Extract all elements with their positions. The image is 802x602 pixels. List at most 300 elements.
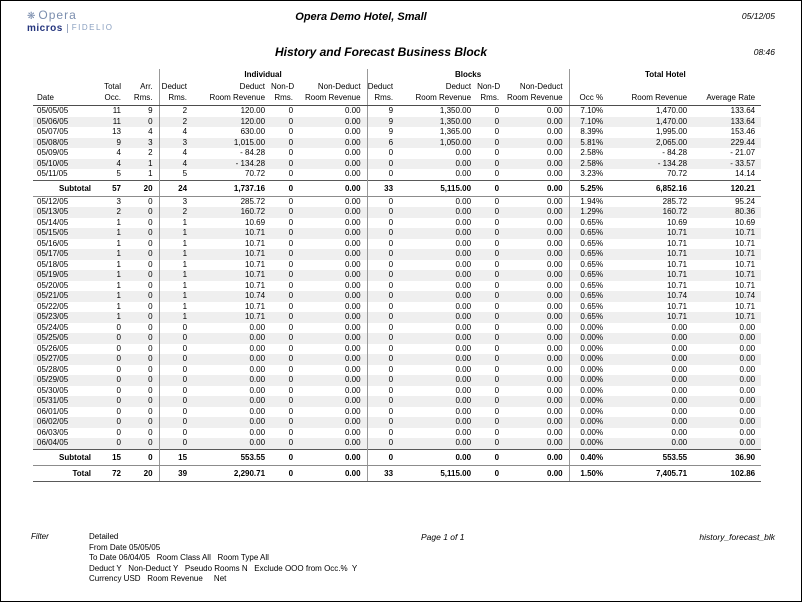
column-header: Non-Deduct xyxy=(519,82,563,91)
row-label-cell: 05/28/05 xyxy=(37,364,69,374)
value-cell: 14.14 xyxy=(735,169,756,178)
value-cell: 0 xyxy=(288,301,294,311)
value-cell: 0.00 xyxy=(505,249,569,260)
value-cell: 5.81% xyxy=(569,138,609,149)
value-cell: 0 xyxy=(159,386,193,397)
value-cell: 0.00 xyxy=(547,301,563,311)
table-row xyxy=(33,333,761,344)
row-label-cell: 06/03/05 xyxy=(37,427,69,437)
value-cell: 0.00 xyxy=(609,396,693,407)
value-cell: 1 xyxy=(127,159,159,170)
value-cell: 4 xyxy=(148,127,153,136)
value-cell: 0 xyxy=(477,180,505,196)
table-row xyxy=(33,169,761,180)
value-cell: - 134.28 xyxy=(193,159,271,170)
value-cell: 0 xyxy=(148,259,153,269)
micros-wordmark: micros xyxy=(27,23,63,35)
row-label-cell: 06/02/05 xyxy=(33,417,93,428)
group-header-spacer xyxy=(33,69,159,81)
table-row xyxy=(33,127,761,138)
value-cell: 0.40% xyxy=(569,449,609,465)
value-cell: 0 xyxy=(127,312,159,323)
value-cell: 0 xyxy=(159,375,193,386)
value-cell: 0 xyxy=(288,427,294,437)
value-cell: 1 xyxy=(93,228,127,239)
value-cell: - 33.57 xyxy=(693,159,761,170)
value-cell: 153.46 xyxy=(730,127,756,136)
value-cell: 13 xyxy=(112,127,121,136)
value-cell: 0.65% xyxy=(569,312,609,323)
value-cell: 3.23% xyxy=(569,169,609,180)
value-cell: 5,115.00 xyxy=(399,465,477,481)
value-cell: 0.00 xyxy=(455,148,472,157)
column-header: Rms. xyxy=(477,92,505,106)
value-cell: 630.00 xyxy=(240,127,266,136)
value-cell: 0 xyxy=(159,438,193,449)
table-group-header-row xyxy=(33,69,761,81)
table-row xyxy=(33,218,761,229)
column-header: Deduct xyxy=(367,81,399,92)
column-header xyxy=(569,81,609,92)
value-cell: 0 xyxy=(477,417,505,428)
value-cell: 0.00 xyxy=(399,312,477,323)
value-cell: 10.71 xyxy=(609,312,693,323)
value-cell: 0 xyxy=(494,322,500,332)
value-cell: 2.58% xyxy=(569,159,609,170)
value-cell: 0.00 xyxy=(299,117,367,128)
table-row xyxy=(33,148,761,159)
value-cell: 0.00 xyxy=(547,364,563,374)
value-cell: - 21.07 xyxy=(730,148,756,157)
row-label-cell: 05/30/05 xyxy=(37,385,69,395)
value-cell: 0 xyxy=(271,159,299,170)
value-cell: 0.65% xyxy=(569,239,609,250)
subtotal-row xyxy=(33,180,761,196)
column-header xyxy=(33,81,93,92)
value-cell: 0 xyxy=(288,280,294,290)
report-table-wrap xyxy=(33,69,761,482)
report-date: 05/12/05 xyxy=(741,11,775,21)
value-cell: 0.00 xyxy=(671,364,688,374)
column-header: Room Revenue xyxy=(609,92,693,106)
value-cell: 0 xyxy=(494,127,500,136)
value-cell: 0 xyxy=(271,138,299,149)
row-label-cell: 05/29/05 xyxy=(33,375,93,386)
value-cell: 0.00 xyxy=(299,396,367,407)
hotel-name: Opera Demo Hotel, Small xyxy=(295,11,427,23)
value-cell: 0.00 xyxy=(399,438,477,449)
value-cell: 0 xyxy=(159,365,193,376)
value-cell: 5 xyxy=(159,169,193,180)
row-label-cell: 05/31/05 xyxy=(33,396,93,407)
value-cell: 0.00 xyxy=(505,417,569,428)
value-cell: 10.71 xyxy=(735,280,756,290)
value-cell: 0.00 xyxy=(505,465,569,481)
value-cell: 36.90 xyxy=(693,449,761,465)
value-cell: 10.71 xyxy=(735,301,756,311)
value-cell: 0.00 xyxy=(455,301,472,311)
value-cell: 0 xyxy=(367,159,399,170)
value-cell: 0 xyxy=(494,406,500,416)
value-cell: 11 xyxy=(93,117,127,128)
value-cell: 0.00 xyxy=(399,449,477,465)
value-cell: 1,350.00 xyxy=(439,106,472,115)
value-cell: 10.69 xyxy=(245,217,266,227)
value-cell: 33 xyxy=(367,465,399,481)
value-cell: 0 xyxy=(93,438,127,449)
value-cell: 0.00 xyxy=(193,396,271,407)
value-cell: 15 xyxy=(93,449,127,465)
value-cell: 0 xyxy=(288,322,294,332)
value-cell: 0 xyxy=(127,228,159,239)
value-cell: 0 xyxy=(127,291,159,302)
filter-line: Detailed xyxy=(89,532,119,541)
value-cell: 0 xyxy=(159,407,193,418)
micros-fidelio-row xyxy=(27,23,113,34)
value-cell: 0.00 xyxy=(547,280,563,290)
value-cell: 7,405.71 xyxy=(609,465,693,481)
value-cell: 0 xyxy=(477,270,505,281)
value-cell: 0.00 xyxy=(455,280,472,290)
value-cell: 1,050.00 xyxy=(399,138,477,149)
value-cell: 0.00 xyxy=(609,438,693,449)
value-cell: 3 xyxy=(159,138,193,149)
value-cell: 0.00 xyxy=(399,396,477,407)
value-cell: 0.00 xyxy=(249,427,266,437)
value-cell: 0.00 xyxy=(299,228,367,239)
table-row xyxy=(33,323,761,334)
row-label-cell: 05/06/05 xyxy=(33,117,93,128)
table-row xyxy=(33,270,761,281)
value-cell: 0.00 xyxy=(249,406,266,416)
value-cell: 0 xyxy=(93,417,127,428)
value-cell: 0.00 xyxy=(455,406,472,416)
value-cell: 0.00 xyxy=(547,127,563,136)
value-cell: 0 xyxy=(367,323,399,334)
value-cell: 0 xyxy=(148,385,153,395)
value-cell: 0.00 xyxy=(399,270,477,281)
value-cell: 0 xyxy=(271,207,299,218)
value-cell: 0.00% xyxy=(569,438,609,449)
table-row xyxy=(33,386,761,397)
value-cell: 10.71 xyxy=(609,249,693,260)
value-cell: 0 xyxy=(367,375,399,386)
value-cell: 0 xyxy=(271,438,299,449)
value-cell: 8.39% xyxy=(569,127,609,138)
value-cell: 10.71 xyxy=(667,238,688,248)
value-cell: 0.00 xyxy=(344,322,361,332)
value-cell: 0.00 xyxy=(299,354,367,365)
value-cell: 10.71 xyxy=(735,238,756,248)
value-cell: 0.00 xyxy=(505,449,569,465)
value-cell: 0.00 xyxy=(193,417,271,428)
value-cell: 9 xyxy=(367,106,399,117)
column-header: Rms. xyxy=(271,92,299,106)
value-cell: 0.00 xyxy=(344,106,361,115)
value-cell: 1,995.00 xyxy=(655,127,688,136)
column-header-line2 xyxy=(33,92,761,106)
value-cell: 0 xyxy=(271,270,299,281)
row-label-cell: 05/08/05 xyxy=(33,138,93,149)
value-cell: 0.00 xyxy=(399,375,477,386)
value-cell: 0 xyxy=(494,148,500,157)
table-row xyxy=(33,354,761,365)
value-cell: 0 xyxy=(116,406,121,416)
column-header: Occ. xyxy=(93,92,127,106)
value-cell: 0.00 xyxy=(547,106,563,115)
group-header-individual: Individual xyxy=(159,69,367,81)
logo-divider xyxy=(67,24,68,33)
table-row xyxy=(33,344,761,355)
value-cell: 1 xyxy=(116,259,121,269)
value-cell: 10.71 xyxy=(245,280,266,290)
value-cell: 0.00% xyxy=(569,323,609,334)
value-cell: 10.74 xyxy=(609,291,693,302)
value-cell: 0 xyxy=(271,249,299,260)
value-cell: 2 xyxy=(159,207,193,218)
value-cell: 4 xyxy=(159,159,193,170)
value-cell: 0.00 xyxy=(344,280,361,290)
value-cell: 0.00% xyxy=(569,386,609,397)
row-label-cell: 05/27/05 xyxy=(33,354,93,365)
value-cell: 0.00% xyxy=(569,375,609,386)
column-header-line1 xyxy=(33,81,761,92)
value-cell: 0 xyxy=(159,333,193,344)
value-cell: 0 xyxy=(288,169,294,178)
value-cell: 0 xyxy=(127,270,159,281)
value-cell: 0.00 xyxy=(455,364,472,374)
value-cell: 0.00 xyxy=(671,406,688,416)
column-header: Rms. xyxy=(127,92,159,106)
value-cell: 0 xyxy=(477,375,505,386)
column-header: Room Revenue xyxy=(193,92,271,106)
row-label-cell: 05/12/05 xyxy=(37,196,69,206)
column-header xyxy=(609,81,693,92)
value-cell: 0 xyxy=(127,117,159,128)
value-cell: 0.00 xyxy=(299,291,367,302)
value-cell: 0.00 xyxy=(547,148,563,157)
value-cell: 0.00 xyxy=(505,354,569,365)
value-cell: 0 xyxy=(159,417,193,428)
value-cell: - 134.28 xyxy=(609,159,693,170)
value-cell: - 84.28 xyxy=(240,148,266,157)
value-cell: 0 xyxy=(271,333,299,344)
value-cell: 0 xyxy=(288,106,294,115)
value-cell: 0.00 xyxy=(547,322,563,332)
value-cell: 7.10% xyxy=(569,117,609,128)
value-cell: 229.44 xyxy=(693,138,761,149)
value-cell: 0.00 xyxy=(193,354,271,365)
value-cell: 0 xyxy=(288,148,294,157)
value-cell: 10.71 xyxy=(693,270,761,281)
value-cell: 0 xyxy=(271,396,299,407)
value-cell: 10.71 xyxy=(693,312,761,323)
column-header: Non-D xyxy=(271,82,295,91)
value-cell: 0.00 xyxy=(547,196,563,206)
value-cell: 0.00% xyxy=(569,333,609,344)
value-cell: 10.71 xyxy=(193,270,271,281)
group-header-blocks: Blocks xyxy=(367,69,569,81)
value-cell: 2.58% xyxy=(569,148,609,159)
value-cell: 0.00% xyxy=(569,365,609,376)
value-cell: 1 xyxy=(159,302,193,313)
column-header: Rms. xyxy=(367,92,399,106)
value-cell: 0 xyxy=(367,365,399,376)
value-cell: 0.65% xyxy=(569,228,609,239)
value-cell: 553.55 xyxy=(193,449,271,465)
value-cell: 0 xyxy=(148,238,153,248)
value-cell: 9 xyxy=(148,106,153,115)
value-cell: 10.71 xyxy=(667,259,688,269)
value-cell: 0 xyxy=(477,138,505,149)
value-cell: 0.65% xyxy=(569,291,609,302)
value-cell: 10.71 xyxy=(609,228,693,239)
row-label-cell: 05/23/05 xyxy=(33,312,93,323)
value-cell: 0.00 xyxy=(399,249,477,260)
history-forecast-table xyxy=(33,69,761,482)
row-label-cell: 05/16/05 xyxy=(37,238,69,248)
value-cell: 0.00 xyxy=(344,148,361,157)
value-cell: 0.00 xyxy=(299,465,367,481)
value-cell: 0.00 xyxy=(505,207,569,218)
value-cell: 0 xyxy=(477,117,505,128)
value-cell: 0 xyxy=(159,344,193,355)
value-cell: 0 xyxy=(159,396,193,407)
value-cell: 0.00 xyxy=(505,138,569,149)
value-cell: 1,470.00 xyxy=(609,117,693,128)
value-cell: 1 xyxy=(159,312,193,323)
value-cell: 0 xyxy=(93,354,127,365)
value-cell: 133.64 xyxy=(693,117,761,128)
value-cell: 0.00 xyxy=(399,291,477,302)
value-cell: 0.00 xyxy=(299,375,367,386)
value-cell: 0 xyxy=(159,323,193,334)
value-cell: 0.00 xyxy=(693,375,761,386)
column-header: Average Rate xyxy=(693,92,761,106)
value-cell: 0.65% xyxy=(569,281,609,292)
table-row xyxy=(33,239,761,250)
value-cell: 0.00% xyxy=(569,428,609,439)
value-cell: 0 xyxy=(159,428,193,439)
value-cell: 0 xyxy=(116,385,121,395)
value-cell: 1,350.00 xyxy=(399,117,477,128)
value-cell: 0.00 xyxy=(505,396,569,407)
value-cell: 7.10% xyxy=(569,106,609,117)
value-cell: 0 xyxy=(116,322,121,332)
value-cell: 10.71 xyxy=(735,259,756,269)
filter-line: From Date 05/05/05 xyxy=(89,542,161,552)
value-cell: 1,470.00 xyxy=(655,106,688,115)
value-cell: 0.00 xyxy=(344,343,361,353)
value-cell: 0 xyxy=(367,249,399,260)
value-cell: 0.00 xyxy=(249,322,266,332)
value-cell: 2 xyxy=(159,106,193,117)
value-cell: 0.65% xyxy=(569,260,609,271)
value-cell: 0.00 xyxy=(455,385,472,395)
value-cell: 0 xyxy=(477,291,505,302)
value-cell: 10.71 xyxy=(245,301,266,311)
value-cell: 0 xyxy=(93,375,127,386)
value-cell: 1,015.00 xyxy=(193,138,271,149)
value-cell: 0 xyxy=(477,396,505,407)
value-cell: 0 xyxy=(148,343,153,353)
value-cell: 0.00 xyxy=(671,427,688,437)
table-row xyxy=(33,249,761,260)
value-cell: 0 xyxy=(116,427,121,437)
value-cell: 33 xyxy=(367,180,399,196)
value-cell: 0 xyxy=(477,159,505,170)
row-label-cell: 05/17/05 xyxy=(33,249,93,260)
value-cell: 0.00 xyxy=(455,343,472,353)
row-label-cell: Subtotal xyxy=(33,180,93,196)
value-cell: 0.00 xyxy=(505,159,569,170)
value-cell: 0 xyxy=(477,354,505,365)
value-cell: 1.29% xyxy=(569,207,609,218)
value-cell: 0.00 xyxy=(609,375,693,386)
value-cell: 10.71 xyxy=(193,228,271,239)
value-cell: 2,065.00 xyxy=(609,138,693,149)
row-label-cell: 05/10/05 xyxy=(33,159,93,170)
value-cell: 0 xyxy=(494,280,500,290)
value-cell: 0.00 xyxy=(505,312,569,323)
value-cell: 0 xyxy=(148,217,153,227)
value-cell: 10.74 xyxy=(693,291,761,302)
table-row xyxy=(33,365,761,376)
value-cell: 0 xyxy=(271,375,299,386)
table-row xyxy=(33,207,761,218)
column-header: Non-Deduct xyxy=(317,82,361,91)
value-cell: 0 xyxy=(367,438,399,449)
value-cell: 0.00 xyxy=(299,270,367,281)
table-row xyxy=(33,117,761,128)
value-cell: 0.00 xyxy=(739,322,756,332)
value-cell: 1 xyxy=(93,291,127,302)
fidelio-wordmark: FIDELIO xyxy=(71,23,114,33)
value-cell: 0.00 xyxy=(455,169,472,178)
value-cell: 0 xyxy=(271,117,299,128)
value-cell: 1 xyxy=(159,260,193,271)
value-cell: 80.36 xyxy=(693,207,761,218)
value-cell: 0.00 xyxy=(455,259,472,269)
value-cell: 10.71 xyxy=(245,259,266,269)
value-cell: 0.00 xyxy=(299,138,367,149)
column-header: Deduct xyxy=(159,81,193,92)
value-cell: 0.00 xyxy=(505,438,569,449)
value-cell: 70.72 xyxy=(245,169,266,178)
group-header-total-hotel: Total Hotel xyxy=(569,69,761,81)
value-cell: 1 xyxy=(93,249,127,260)
value-cell: 0.00 xyxy=(739,385,756,395)
row-label-cell: 05/05/05 xyxy=(37,106,69,115)
value-cell: 0.00 xyxy=(505,180,569,196)
value-cell: 10.71 xyxy=(667,280,688,290)
value-cell: 0 xyxy=(494,169,500,178)
value-cell: 285.72 xyxy=(662,196,688,206)
value-cell: 0 xyxy=(367,396,399,407)
value-cell: 1.94% xyxy=(569,196,609,207)
row-label-cell: Total xyxy=(33,465,93,481)
value-cell: 0.00 xyxy=(299,449,367,465)
value-cell: 0 xyxy=(494,427,500,437)
value-cell: 1,737.16 xyxy=(193,180,271,196)
value-cell: 0 xyxy=(271,449,299,465)
value-cell: 1 xyxy=(93,312,127,323)
value-cell: 3 xyxy=(127,138,159,149)
row-label-cell: 05/15/05 xyxy=(33,228,93,239)
value-cell: 0.00 xyxy=(344,238,361,248)
value-cell: 2 xyxy=(148,148,153,157)
table-row xyxy=(33,407,761,418)
